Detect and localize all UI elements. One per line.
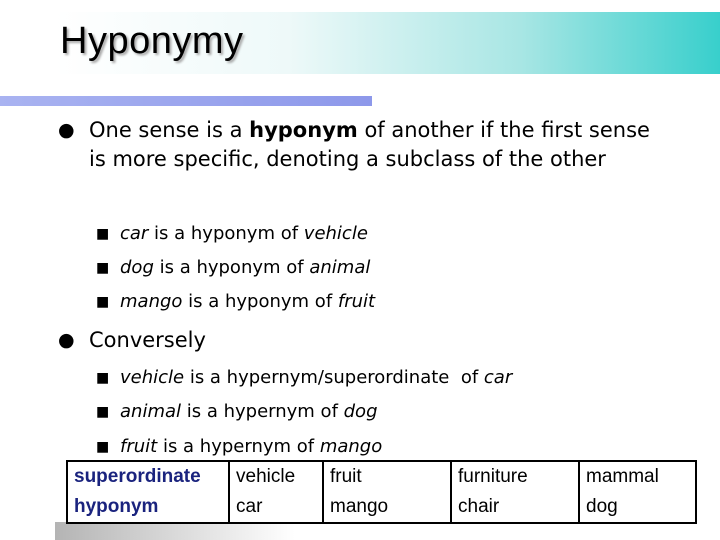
table-cell: mammal [579, 461, 696, 492]
hyponym-table [66, 460, 697, 524]
table-cell: chair [451, 492, 579, 523]
bullet-icon: ● [58, 119, 75, 141]
square-bullet-icon: ■ [96, 294, 110, 310]
square-bullet-icon: ■ [96, 439, 110, 455]
bullet-text: Conversely [89, 328, 206, 352]
table-cell: car [229, 492, 323, 523]
bullet-icon: ● [58, 329, 75, 351]
row-header: hyponym [74, 496, 159, 517]
hyponym-term: hyponym [249, 118, 358, 142]
title-underline [0, 96, 372, 106]
row-header: superordinate [74, 466, 201, 487]
square-bullet-icon: ■ [96, 226, 110, 242]
bullet-text: One sense is a hyponym of another if the first sense is more specific, denoting a subclass of the other [89, 118, 650, 171]
table-cell: furniture [451, 461, 579, 492]
square-bullet-icon: ■ [96, 260, 110, 276]
table-cell: fruit [323, 461, 451, 492]
footer-gradient-bar [55, 522, 295, 540]
table-row [67, 492, 696, 523]
table-cell: vehicle [229, 461, 323, 492]
square-bullet-icon: ■ [96, 404, 110, 420]
table-row [67, 461, 696, 492]
square-bullet-icon: ■ [96, 370, 110, 386]
table-cell: mango [323, 492, 451, 523]
slide-title: Hyponymy [60, 20, 244, 62]
table-cell: dog [579, 492, 696, 523]
